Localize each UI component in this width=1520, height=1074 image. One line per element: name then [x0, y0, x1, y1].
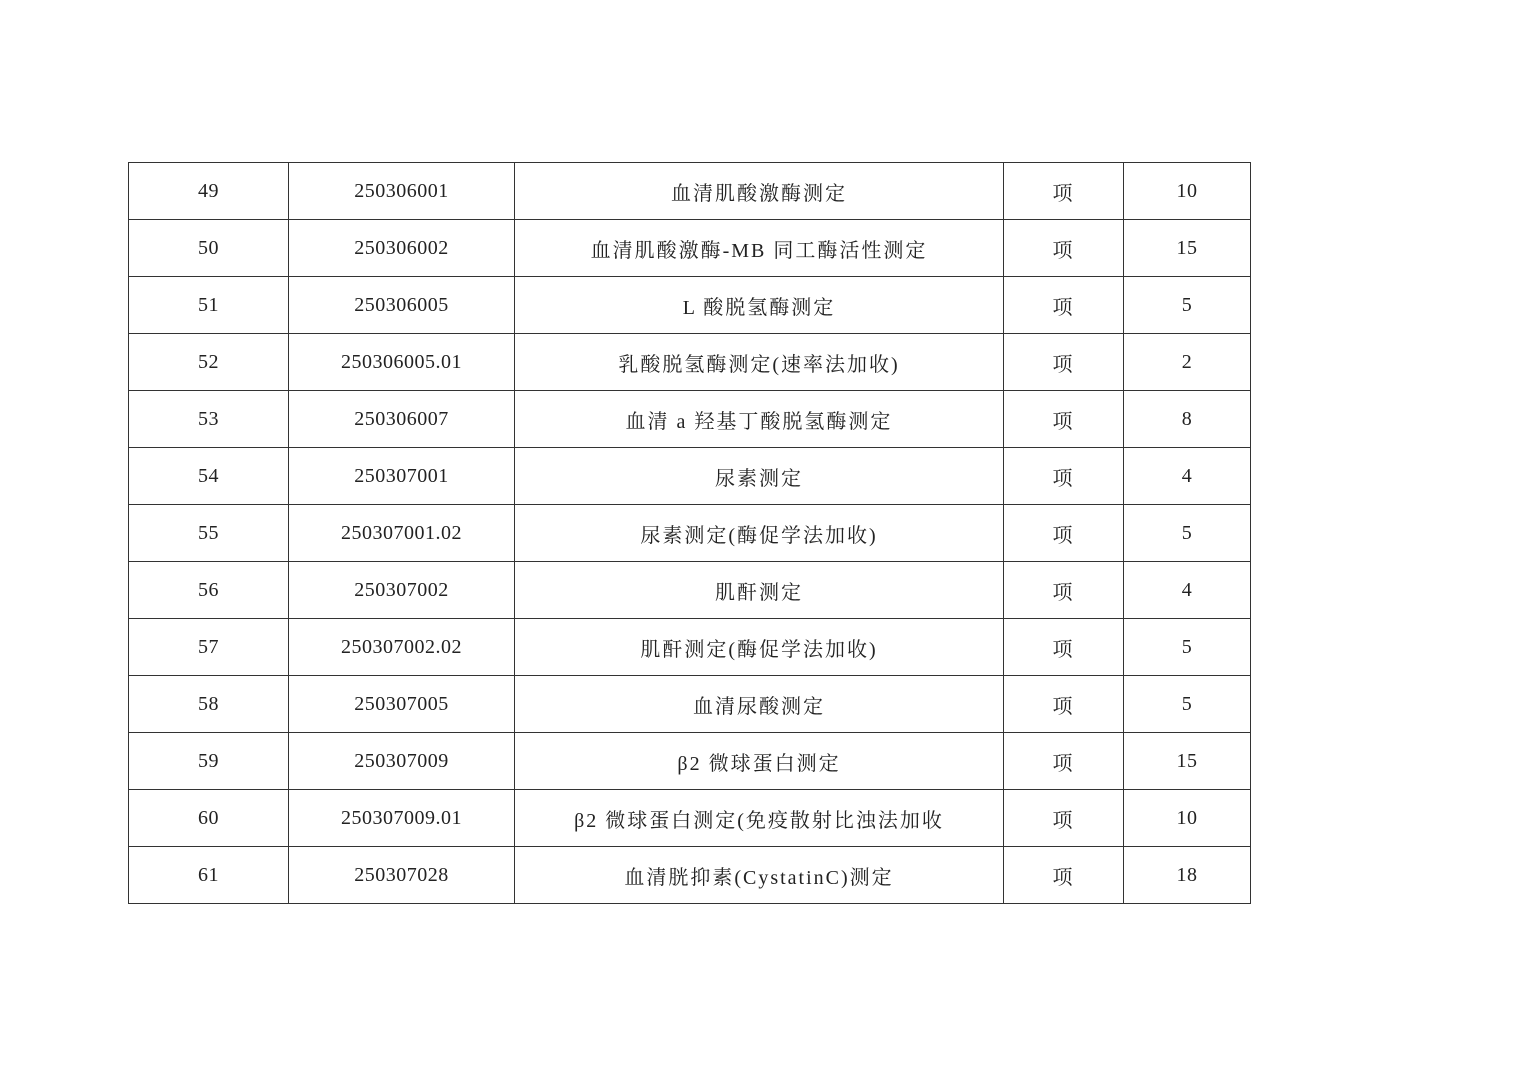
row-number-cell: 55 — [129, 505, 289, 562]
table-row — [129, 733, 1251, 790]
quantity-cell: 5 — [1124, 505, 1251, 562]
quantity-cell: 8 — [1124, 391, 1251, 448]
fee-item-table — [128, 162, 1251, 904]
row-number-cell: 60 — [129, 790, 289, 847]
item-name-cell: 血清肌酸激酶测定 — [515, 163, 1004, 220]
item-name-cell: β2 微球蛋白测定 — [515, 733, 1004, 790]
table-row — [129, 220, 1251, 277]
row-number-cell: 56 — [129, 562, 289, 619]
row-number-cell: 57 — [129, 619, 289, 676]
quantity-cell: 15 — [1124, 220, 1251, 277]
unit-cell: 项 — [1004, 163, 1124, 220]
item-code-cell: 250307002.02 — [289, 619, 515, 676]
unit-cell: 项 — [1004, 448, 1124, 505]
item-name-cell: L 酸脱氢酶测定 — [515, 277, 1004, 334]
unit-cell: 项 — [1004, 391, 1124, 448]
unit-cell: 项 — [1004, 562, 1124, 619]
row-number-cell: 50 — [129, 220, 289, 277]
item-code-cell: 250307009 — [289, 733, 515, 790]
quantity-cell: 5 — [1124, 676, 1251, 733]
table-row — [129, 448, 1251, 505]
table-row — [129, 619, 1251, 676]
item-name-cell: 血清 a 羟基丁酸脱氢酶测定 — [515, 391, 1004, 448]
unit-cell: 项 — [1004, 790, 1124, 847]
unit-cell: 项 — [1004, 334, 1124, 391]
item-name-cell: β2 微球蛋白测定(免疫散射比浊法加收 — [515, 790, 1004, 847]
row-number-cell: 49 — [129, 163, 289, 220]
table-row — [129, 847, 1251, 904]
item-code-cell: 250307001.02 — [289, 505, 515, 562]
quantity-cell: 10 — [1124, 790, 1251, 847]
item-name-cell: 血清胱抑素(CystatinC)测定 — [515, 847, 1004, 904]
row-number-cell: 53 — [129, 391, 289, 448]
quantity-cell: 2 — [1124, 334, 1251, 391]
table-row — [129, 562, 1251, 619]
item-code-cell: 250307009.01 — [289, 790, 515, 847]
row-number-cell: 59 — [129, 733, 289, 790]
row-number-cell: 51 — [129, 277, 289, 334]
quantity-cell: 4 — [1124, 562, 1251, 619]
item-code-cell: 250307002 — [289, 562, 515, 619]
unit-cell: 项 — [1004, 505, 1124, 562]
item-name-cell: 血清肌酸激酶-MB 同工酶活性测定 — [515, 220, 1004, 277]
item-code-cell: 250306002 — [289, 220, 515, 277]
item-name-cell: 尿素测定(酶促学法加收) — [515, 505, 1004, 562]
unit-cell: 项 — [1004, 220, 1124, 277]
unit-cell: 项 — [1004, 733, 1124, 790]
item-code-cell: 250306005.01 — [289, 334, 515, 391]
item-code-cell: 250306001 — [289, 163, 515, 220]
unit-cell: 项 — [1004, 277, 1124, 334]
item-code-cell: 250306005 — [289, 277, 515, 334]
row-number-cell: 58 — [129, 676, 289, 733]
table-row — [129, 790, 1251, 847]
item-name-cell: 乳酸脱氢酶测定(速率法加收) — [515, 334, 1004, 391]
unit-cell: 项 — [1004, 619, 1124, 676]
item-code-cell: 250307001 — [289, 448, 515, 505]
unit-cell: 项 — [1004, 676, 1124, 733]
item-name-cell: 血清尿酸测定 — [515, 676, 1004, 733]
table-row — [129, 277, 1251, 334]
item-name-cell: 肌酐测定 — [515, 562, 1004, 619]
table-row — [129, 505, 1251, 562]
table-row — [129, 391, 1251, 448]
quantity-cell: 10 — [1124, 163, 1251, 220]
row-number-cell: 54 — [129, 448, 289, 505]
table-row — [129, 334, 1251, 391]
quantity-cell: 18 — [1124, 847, 1251, 904]
quantity-cell: 5 — [1124, 619, 1251, 676]
item-code-cell: 250306007 — [289, 391, 515, 448]
row-number-cell: 52 — [129, 334, 289, 391]
item-code-cell: 250307028 — [289, 847, 515, 904]
quantity-cell: 4 — [1124, 448, 1251, 505]
table-row — [129, 163, 1251, 220]
item-code-cell: 250307005 — [289, 676, 515, 733]
item-name-cell: 尿素测定 — [515, 448, 1004, 505]
quantity-cell: 15 — [1124, 733, 1251, 790]
row-number-cell: 61 — [129, 847, 289, 904]
table-row — [129, 676, 1251, 733]
quantity-cell: 5 — [1124, 277, 1251, 334]
item-name-cell: 肌酐测定(酶促学法加收) — [515, 619, 1004, 676]
unit-cell: 项 — [1004, 847, 1124, 904]
